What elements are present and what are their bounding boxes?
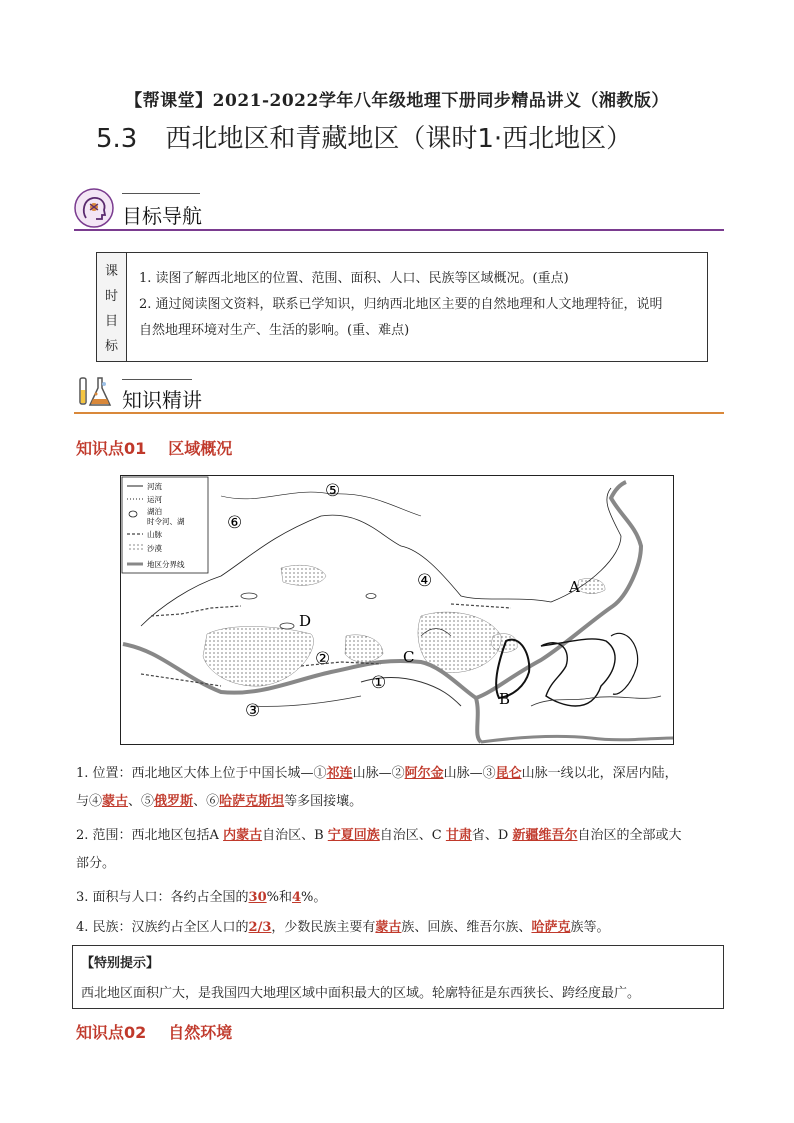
knowledge-section-title: 知识精讲 [122,388,202,412]
map-marker: ② [315,649,331,669]
goal-line: 2. 通过阅读图文资料，联系已学知识，归纳西北地区主要的自然地理和人文地理特征，说明 [139,297,663,312]
answer-mongol: 蒙古 [375,920,402,935]
text-run: %和 [266,890,292,905]
text-run: 1. 位置：西北地区大体上位于中国长城—① [76,766,327,781]
text-run: 部分。 [76,856,116,871]
map-marker: ① [371,673,387,693]
text-run: ，少数民族主要有 [271,920,376,935]
lake [280,623,294,629]
northwest-region-map [120,475,674,745]
goals-label-char: 课 [104,264,118,279]
map-marker: B [499,690,511,708]
map-marker: C [403,648,415,666]
kp02-label: 知识点02 [76,1023,147,1042]
text-run: 山脉一线以北，深居内陆， [521,766,678,781]
region-boundary-line [481,736,673,742]
item-extent [76,822,726,878]
answer-area-percent: 30 [248,890,267,905]
river [251,696,361,706]
map-marker: D [299,612,312,630]
answer-population-percent: 4 [292,890,302,905]
region-boundary-line [476,698,481,742]
item-area-population [76,884,726,912]
text-run: 自治区的全部或大 [577,828,682,843]
text-run: 等多国接壤。 [284,794,363,809]
text-run: 、⑥ [193,794,220,809]
mountain-range [141,674,221,686]
answer-xinjiang: 新疆维吾尔 [512,828,578,843]
head-brain-icon [74,188,114,228]
answer-kazakh: 哈萨克 [531,920,571,935]
knowledge-divider [74,412,724,414]
flask-icon [74,372,114,412]
text-run: 自治区、C [379,828,446,843]
kp01-heading [76,436,232,459]
text-run: 山脉—② [352,766,405,781]
special-tip-box [72,945,724,1009]
answer-gansu: 甘肃 [445,828,472,843]
legend-label: 山脉 [147,530,162,539]
legend-label: 地区分界线 [147,560,185,569]
desert-kumtag [345,635,383,662]
text-run: 3. 面积与人口：各约占全国的 [76,890,249,905]
item-ethnicity [76,914,726,942]
legend-label: 湖泊 [147,507,162,516]
goals-short-rule [122,193,200,194]
tip-heading: 【特别提示】 [81,956,160,971]
tip-text: 西北地区面积广大，是我国四大地理区域中面积最大的区域。轮廓特征是东西狭长、跨经度最广。 [81,986,641,1001]
answer-mongolia: 蒙古 [102,794,129,809]
knowledge-short-rule [122,379,192,380]
lesson-title [96,118,632,155]
lake [241,593,257,599]
goals-label [97,253,127,361]
answer-ningxia: 宁夏回族 [327,828,380,843]
text-run: 4. 民族：汉族约占全区人口的 [76,920,249,935]
national-border [141,488,621,626]
legend-label: 河流 [147,482,162,491]
kp01-name: 区域概况 [168,439,233,458]
text-run: 族等。 [570,920,610,935]
lesson-number: 5.3 [96,124,138,154]
answer-altun: 阿尔金 [404,766,444,781]
map-marker: ⑤ [325,481,341,501]
goals-text [139,266,699,344]
mountain-range [151,606,241,616]
legend-label: 运河 [147,495,162,504]
goals-section-title: 目标导航 [122,204,202,228]
item-position [76,760,726,816]
text-run: 山脉—③ [443,766,496,781]
lake [366,594,376,599]
goals-box [96,252,708,362]
answer-kunlun: 昆仑 [495,766,522,781]
answer-han-share: 2/3 [248,920,272,935]
internal-boundary [221,492,421,516]
map-marker: ④ [417,571,433,591]
goals-label-char: 目 [104,314,118,329]
answer-russia: 俄罗斯 [154,794,194,809]
answer-qilian: 祁连 [326,766,353,781]
desert-gurbantunggut [281,565,326,585]
goals-label-char: 时 [104,289,118,304]
river [531,696,661,706]
series-header: 【帮课堂】2021-2022学年八年级地理下册同步精品讲义（湘教版） [125,91,669,111]
map-marker: ③ [245,701,261,721]
goals-divider [74,229,724,231]
mountain-range [451,604,511,608]
text-run: 族、回族、维吾尔族、 [401,920,532,935]
goal-line: 自然地理环境对生产、生活的影响。(重、难点) [139,323,410,338]
text-run: 、⑤ [128,794,155,809]
province-outline [541,639,615,706]
text-run: 2. 范围：西北地区包括A [76,828,224,843]
lesson-title-text: 西北地区和青藏地区（课时1·西北地区） [165,124,633,154]
kp02-name: 自然环境 [168,1023,233,1042]
goals-label-char: 标 [104,339,118,354]
legend-label: 沙漠 [147,544,162,553]
legend-label: 时令河、湖 [147,517,185,526]
text-run: %。 [301,890,327,905]
answer-inner-mongolia: 内蒙古 [223,828,263,843]
kp01-label: 知识点01 [76,439,147,458]
desert-taklimakan [203,626,314,686]
text-run: 省、D [471,828,513,843]
text-run: 与④ [76,794,103,809]
map-marker: ⑥ [227,513,243,533]
kp02-heading [76,1020,232,1043]
map-marker: A [569,578,580,596]
answer-kazakhstan: 哈萨克斯坦 [219,794,285,809]
goal-line: 1. 读图了解西北地区的位置、范围、面积、人口、民族等区域概况。(重点) [139,271,569,286]
text-run: 自治区、B [262,828,328,843]
